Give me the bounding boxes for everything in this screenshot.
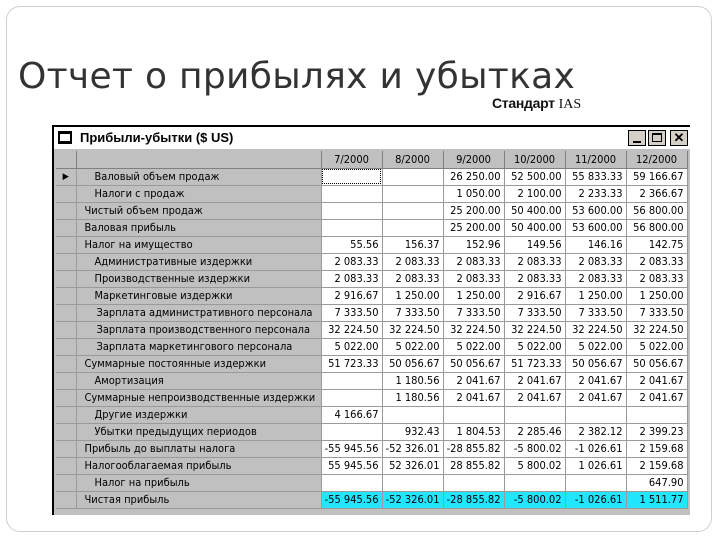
value-cell[interactable]: 55 833.33	[565, 168, 626, 185]
value-cell[interactable]: 32 224.50	[565, 321, 626, 338]
value-cell[interactable]: 2 366.67	[626, 185, 687, 202]
corner-cell	[56, 151, 76, 168]
value-cell[interactable]: -28 855.82	[443, 440, 504, 457]
row-label: Налог на имущество	[76, 236, 321, 253]
value-cell[interactable]	[382, 185, 443, 202]
row-indicator[interactable]	[56, 355, 76, 372]
row-label: Убытки предыдущих периодов	[76, 423, 321, 440]
row-indicator[interactable]	[56, 236, 76, 253]
value-cell[interactable]: 5 022.00	[504, 338, 565, 355]
value-cell[interactable]: 7 333.50	[504, 304, 565, 321]
value-cell[interactable]: 59 166.67	[626, 168, 687, 185]
row-indicator[interactable]	[56, 423, 76, 440]
value-cell[interactable]: 2 041.67	[626, 372, 687, 389]
subtitle-standard: Стандарт	[492, 95, 555, 111]
table-row[interactable]	[56, 287, 687, 304]
value-cell[interactable]	[443, 474, 504, 491]
value-cell[interactable]: 55 945.56	[321, 457, 382, 474]
value-cell[interactable]: 2 083.33	[321, 270, 382, 287]
value-cell[interactable]	[321, 202, 382, 219]
table-row[interactable]	[56, 406, 687, 423]
value-cell[interactable]: 152.96	[443, 236, 504, 253]
value-cell[interactable]: 2 159.68	[626, 457, 687, 474]
value-cell[interactable]: 1 180.56	[382, 389, 443, 406]
column-header[interactable]: 7/2000	[321, 151, 382, 168]
value-cell[interactable]: 50 056.67	[443, 355, 504, 372]
value-cell[interactable]: 7 333.50	[443, 304, 504, 321]
column-header[interactable]: 8/2000	[382, 151, 443, 168]
table-row[interactable]	[56, 202, 687, 219]
column-header[interactable]: 11/2000	[565, 151, 626, 168]
row-indicator[interactable]	[56, 389, 76, 406]
value-cell[interactable]: 7 333.50	[382, 304, 443, 321]
value-cell[interactable]: 5 022.00	[626, 338, 687, 355]
row-label: Налогооблагаемая прибыль	[76, 457, 321, 474]
value-cell[interactable]: 2 916.67	[504, 287, 565, 304]
table-row[interactable]	[56, 491, 687, 508]
report-grid[interactable]	[56, 151, 690, 515]
table-row[interactable]	[56, 440, 687, 457]
value-cell[interactable]	[321, 185, 382, 202]
value-cell[interactable]: 2 159.68	[626, 440, 687, 457]
row-indicator[interactable]	[56, 491, 76, 508]
maximize-button[interactable]	[648, 130, 666, 146]
row-indicator[interactable]	[56, 185, 76, 202]
value-cell[interactable]: 5 022.00	[321, 338, 382, 355]
report-window	[52, 125, 690, 515]
value-cell[interactable]	[382, 168, 443, 185]
row-label: Зарплата административного персонала	[76, 304, 321, 321]
value-cell[interactable]: -52 326.01	[382, 440, 443, 457]
value-cell[interactable]: 53 600.00	[565, 219, 626, 236]
value-cell[interactable]: -5 800.02	[504, 440, 565, 457]
value-cell[interactable]: 1 250.00	[382, 287, 443, 304]
label-header	[76, 151, 321, 168]
value-cell[interactable]: 2 083.33	[565, 253, 626, 270]
value-cell[interactable]: 2 083.33	[443, 270, 504, 287]
value-cell[interactable]: 5 022.00	[565, 338, 626, 355]
value-cell[interactable]: 2 041.67	[626, 389, 687, 406]
value-cell[interactable]	[321, 474, 382, 491]
value-cell[interactable]	[565, 474, 626, 491]
value-cell[interactable]: 32 224.50	[504, 321, 565, 338]
value-cell[interactable]: -1 026.61	[565, 440, 626, 457]
value-cell[interactable]: 2 041.67	[565, 389, 626, 406]
column-header[interactable]: 9/2000	[443, 151, 504, 168]
value-cell[interactable]: 156.37	[382, 236, 443, 253]
table-row[interactable]	[56, 457, 687, 474]
row-indicator[interactable]	[56, 219, 76, 236]
value-cell[interactable]	[382, 474, 443, 491]
report-table	[56, 151, 688, 509]
value-cell[interactable]: 1 250.00	[626, 287, 687, 304]
value-cell[interactable]: 26 250.00	[443, 168, 504, 185]
value-cell[interactable]: 52 326.01	[382, 457, 443, 474]
minimize-button[interactable]	[628, 130, 646, 146]
value-cell[interactable]: 7 333.50	[565, 304, 626, 321]
table-row[interactable]	[56, 338, 687, 355]
header-row	[56, 151, 687, 168]
value-cell[interactable]	[321, 372, 382, 389]
value-cell[interactable]	[321, 389, 382, 406]
value-cell[interactable]: 55.56	[321, 236, 382, 253]
value-cell[interactable]: 53 600.00	[565, 202, 626, 219]
row-indicator[interactable]	[56, 406, 76, 423]
slide-title: Отчет о прибылях и убытках	[18, 56, 576, 97]
value-cell[interactable]: -55 945.56	[321, 491, 382, 508]
window-title: Прибыли-убытки ($ US)	[80, 130, 234, 145]
row-label: Валовый объем продаж	[76, 168, 321, 185]
value-cell[interactable]: 2 382.12	[565, 423, 626, 440]
value-cell[interactable]: 2 083.33	[321, 253, 382, 270]
table-row[interactable]	[56, 389, 687, 406]
row-label: Суммарные постоянные издержки	[76, 355, 321, 372]
column-header[interactable]: 10/2000	[504, 151, 565, 168]
value-cell[interactable]: 51 723.33	[504, 355, 565, 372]
value-cell[interactable]: 1 050.00	[443, 185, 504, 202]
value-cell[interactable]: 932.43	[382, 423, 443, 440]
row-label: Налог на прибыль	[76, 474, 321, 491]
value-cell[interactable]: 56 800.00	[626, 202, 687, 219]
value-cell[interactable]: 1 180.56	[382, 372, 443, 389]
value-cell[interactable]: 2 083.33	[626, 253, 687, 270]
value-cell[interactable]: 2 399.23	[626, 423, 687, 440]
window-app-icon[interactable]	[58, 131, 72, 144]
value-cell[interactable]: 2 083.33	[443, 253, 504, 270]
value-cell[interactable]: 1 026.61	[565, 457, 626, 474]
value-cell[interactable]: 2 041.67	[504, 389, 565, 406]
value-cell[interactable]: 5 022.00	[443, 338, 504, 355]
value-cell[interactable]: 2 285.46	[504, 423, 565, 440]
row-indicator[interactable]	[56, 338, 76, 355]
value-cell[interactable]	[321, 219, 382, 236]
value-cell[interactable]: 647.90	[626, 474, 687, 491]
row-label: Административные издержки	[76, 253, 321, 270]
value-cell[interactable]: -1 026.61	[565, 491, 626, 508]
value-cell[interactable]: 50 400.00	[504, 202, 565, 219]
table-row[interactable]	[56, 219, 687, 236]
value-cell[interactable]: 2 100.00	[504, 185, 565, 202]
value-cell[interactable]: 50 400.00	[504, 219, 565, 236]
row-label: Другие издержки	[76, 406, 321, 423]
value-cell[interactable]: 142.75	[626, 236, 687, 253]
table-row[interactable]	[56, 253, 687, 270]
row-label: Амортизация	[76, 372, 321, 389]
row-label: Производственные издержки	[76, 270, 321, 287]
value-cell[interactable]: 2 083.33	[382, 270, 443, 287]
value-cell[interactable]: -28 855.82	[443, 491, 504, 508]
value-cell[interactable]: 50 056.67	[626, 355, 687, 372]
value-cell[interactable]: 25 200.00	[443, 202, 504, 219]
value-cell[interactable]: 32 224.50	[626, 321, 687, 338]
subtitle-ias: IAS	[558, 97, 582, 112]
value-cell[interactable]: 2 083.33	[504, 253, 565, 270]
value-cell[interactable]	[382, 202, 443, 219]
table-row[interactable]	[56, 270, 687, 287]
value-cell[interactable]: 51 723.33	[321, 355, 382, 372]
value-cell[interactable]: 2 916.67	[321, 287, 382, 304]
value-cell[interactable]	[504, 474, 565, 491]
value-cell[interactable]: -55 945.56	[321, 440, 382, 457]
slide-subtitle	[492, 95, 581, 113]
table-row[interactable]	[56, 321, 687, 338]
value-cell[interactable]: 2 083.33	[626, 270, 687, 287]
value-cell[interactable]: 56 800.00	[626, 219, 687, 236]
value-cell[interactable]: 1 250.00	[565, 287, 626, 304]
row-indicator[interactable]: ▶	[56, 168, 76, 185]
value-cell[interactable]: 2 041.67	[504, 372, 565, 389]
row-label: Зарплата производственного персонала	[76, 321, 321, 338]
value-cell[interactable]: 50 056.67	[565, 355, 626, 372]
value-cell[interactable]	[321, 423, 382, 440]
value-cell[interactable]: 2 041.67	[443, 372, 504, 389]
row-label: Чистый объем продаж	[76, 202, 321, 219]
table-row[interactable]	[56, 168, 687, 185]
value-cell[interactable]: 5 800.02	[504, 457, 565, 474]
row-label: Чистая прибыль	[76, 491, 321, 508]
value-cell[interactable]: 149.56	[504, 236, 565, 253]
row-indicator[interactable]	[56, 202, 76, 219]
table-row[interactable]	[56, 423, 687, 440]
value-cell[interactable]: 2 041.67	[565, 372, 626, 389]
value-cell[interactable]: 32 224.50	[321, 321, 382, 338]
value-cell[interactable]: 1 511.77	[626, 491, 687, 508]
value-cell[interactable]: 2 083.33	[504, 270, 565, 287]
table-row[interactable]	[56, 304, 687, 321]
value-cell[interactable]	[504, 406, 565, 423]
value-cell[interactable]: 1 804.53	[443, 423, 504, 440]
row-indicator[interactable]	[56, 457, 76, 474]
row-indicator[interactable]	[56, 270, 76, 287]
row-indicator[interactable]	[56, 253, 76, 270]
row-indicator[interactable]	[56, 304, 76, 321]
table-row[interactable]	[56, 236, 687, 253]
row-label: Зарплата маркетингового персонала	[76, 338, 321, 355]
row-label: Маркетинговые издержки	[76, 287, 321, 304]
value-cell[interactable]: 25 200.00	[443, 219, 504, 236]
value-cell[interactable]: 146.16	[565, 236, 626, 253]
value-cell[interactable]: -52 326.01	[382, 491, 443, 508]
close-button[interactable]: ✕	[670, 130, 688, 146]
window-titlebar[interactable]	[54, 127, 690, 149]
table-row[interactable]	[56, 372, 687, 389]
value-cell[interactable]: 52 500.00	[504, 168, 565, 185]
table-row[interactable]	[56, 185, 687, 202]
value-cell[interactable]: 2 083.33	[565, 270, 626, 287]
value-cell[interactable]: 2 233.33	[565, 185, 626, 202]
value-cell[interactable]: 2 041.67	[443, 389, 504, 406]
row-indicator[interactable]	[56, 287, 76, 304]
value-cell[interactable]	[382, 219, 443, 236]
value-cell[interactable]: 28 855.82	[443, 457, 504, 474]
value-cell[interactable]	[321, 168, 382, 185]
value-cell[interactable]: 5 022.00	[382, 338, 443, 355]
row-label: Прибыль до выплаты налога	[76, 440, 321, 457]
row-indicator[interactable]	[56, 372, 76, 389]
row-label: Налоги с продаж	[76, 185, 321, 202]
value-cell[interactable]: 7 333.50	[321, 304, 382, 321]
value-cell[interactable]: 1 250.00	[443, 287, 504, 304]
value-cell[interactable]	[443, 406, 504, 423]
value-cell[interactable]: 4 166.67	[321, 406, 382, 423]
value-cell[interactable]: 50 056.67	[382, 355, 443, 372]
row-indicator[interactable]	[56, 474, 76, 491]
table-row[interactable]	[56, 474, 687, 491]
row-indicator[interactable]	[56, 440, 76, 457]
value-cell[interactable]: 7 333.50	[626, 304, 687, 321]
value-cell[interactable]	[565, 406, 626, 423]
value-cell[interactable]: 32 224.50	[443, 321, 504, 338]
value-cell[interactable]	[626, 406, 687, 423]
column-header[interactable]: 12/2000	[626, 151, 687, 168]
row-indicator[interactable]	[56, 321, 76, 338]
value-cell[interactable]: -5 800.02	[504, 491, 565, 508]
table-row[interactable]	[56, 355, 687, 372]
row-label: Суммарные непроизводственные издержки	[76, 389, 321, 406]
row-label: Валовая прибыль	[76, 219, 321, 236]
value-cell[interactable]	[382, 406, 443, 423]
value-cell[interactable]: 32 224.50	[382, 321, 443, 338]
value-cell[interactable]: 2 083.33	[382, 253, 443, 270]
